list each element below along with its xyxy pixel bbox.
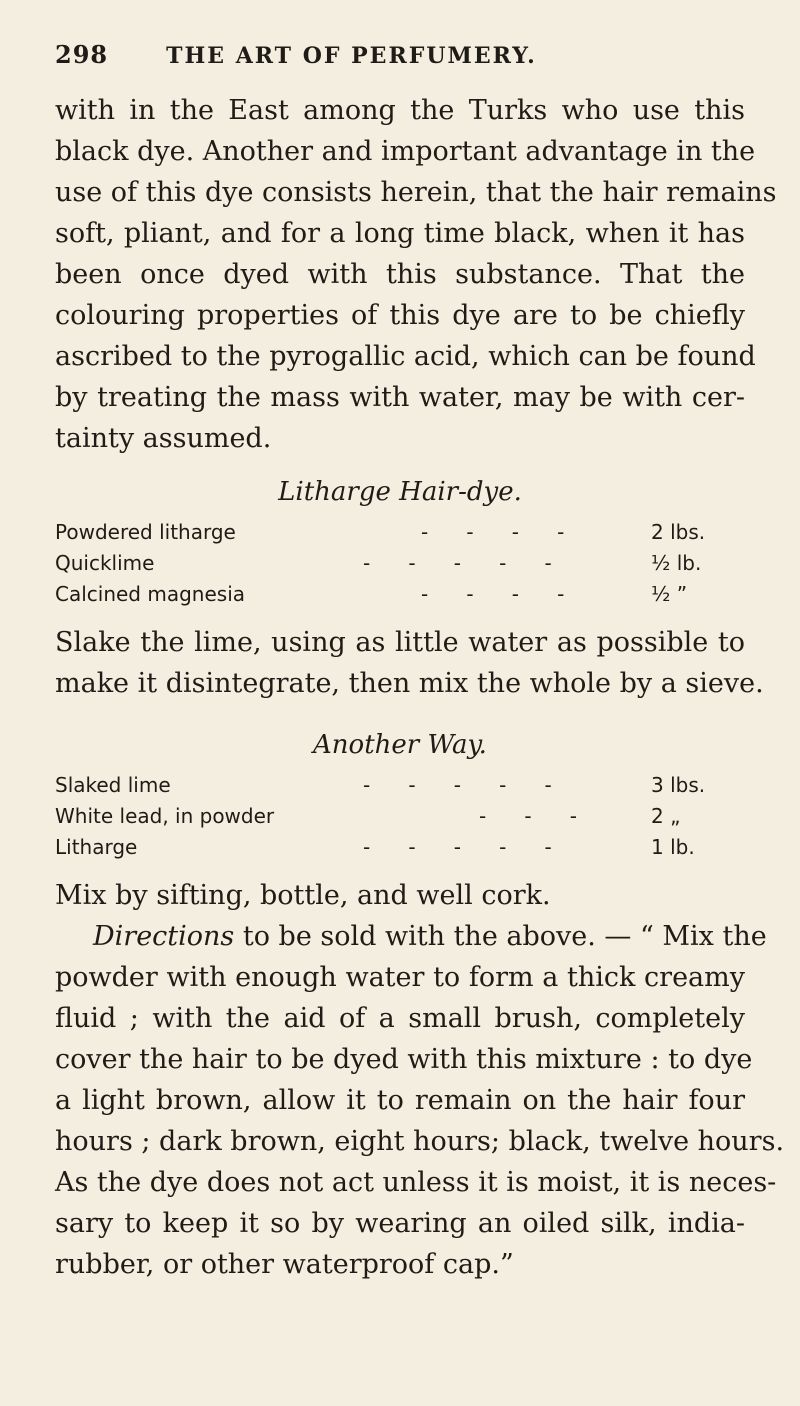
text-line: black dye. Another and important advantage in the xyxy=(55,136,756,167)
directions-line-rest: to be sold with the above. — “ Mix the xyxy=(234,921,767,952)
text-line: colouring properties of this dye are to be chiefly xyxy=(55,300,745,331)
text-line: fluid ; with the aid of a small brush, completely xyxy=(55,1003,745,1034)
text-line: been once dyed with this substance. That the xyxy=(55,259,745,290)
text-line: with in the East among the Turks who use this xyxy=(55,95,745,126)
ingredient-name: White lead, in powder xyxy=(55,804,275,828)
text-line: cover the hair to be dyed with this mixture : to dye xyxy=(55,1044,753,1075)
ingredient-quantity: ½ ” xyxy=(651,582,688,606)
leader-dashes: - - - - - xyxy=(363,551,552,575)
recipe-2-list xyxy=(55,770,745,863)
text-line: tainty assumed. xyxy=(55,423,272,454)
leader-dashes: - - - - xyxy=(421,520,565,544)
recipe-row xyxy=(55,579,745,610)
text-line: sary to keep it so by wearing an oiled silk, india- xyxy=(55,1208,745,1239)
leader-dashes: - - - - xyxy=(421,582,565,606)
book-page xyxy=(55,40,785,1285)
ingredient-quantity: 2 lbs. xyxy=(651,520,706,544)
ingredient-quantity: 2 „ xyxy=(651,804,681,828)
text-line: soft, pliant, and for a long time black, when it has xyxy=(55,218,745,249)
ingredient-name: Quicklime xyxy=(55,551,155,575)
paragraph-4 xyxy=(55,916,785,1285)
text-line: by treating the mass with water, may be with cer- xyxy=(55,382,745,413)
page-header xyxy=(55,40,745,90)
recipe-2-title: Another Way. xyxy=(313,730,487,760)
text-line: Mix by sifting, bottle, and well cork. xyxy=(55,880,551,911)
ingredient-name: Calcined magnesia xyxy=(55,582,246,606)
recipe-row xyxy=(55,548,745,579)
ingredient-quantity: ½ lb. xyxy=(651,551,702,575)
recipe-row xyxy=(55,770,745,801)
leader-dashes: - - - - - xyxy=(363,773,552,797)
recipe-1-list xyxy=(55,517,745,610)
text-line: a light brown, allow it to remain on the hair four xyxy=(55,1085,745,1116)
text-line: use of this dye consists herein, that the hair remains xyxy=(55,177,777,208)
leader-dashes: - - - xyxy=(479,804,577,828)
paragraph-1 xyxy=(55,90,777,459)
ingredient-quantity: 3 lbs. xyxy=(651,773,706,797)
text-line: As the dye does not act unless it is moist, it is neces- xyxy=(55,1167,777,1198)
text-line: powder with enough water to form a thick creamy xyxy=(55,962,745,993)
ingredient-name: Slaked lime xyxy=(55,773,171,797)
text-line: Slake the lime, using as little water as possible to xyxy=(55,627,745,658)
running-title: THE ART OF PERFUMERY. xyxy=(166,43,537,69)
ingredient-name: Litharge xyxy=(55,835,138,859)
ingredient-name: Powdered litharge xyxy=(55,520,236,544)
ingredient-quantity: 1 lb. xyxy=(651,835,695,859)
page-number: 298 xyxy=(55,40,109,69)
text-line: hours ; dark brown, eight hours; black, twelve hours. xyxy=(55,1126,785,1157)
text-line: rubber, or other waterproof cap.” xyxy=(55,1249,514,1280)
recipe-1-title: Litharge Hair-dye. xyxy=(278,477,522,507)
text-line xyxy=(55,916,767,957)
recipe-row xyxy=(55,832,745,863)
recipe-row xyxy=(55,801,745,832)
paragraph-3 xyxy=(55,875,745,916)
directions-label: Directions xyxy=(93,921,235,952)
paragraph-2 xyxy=(55,622,764,704)
leader-dashes: - - - - - xyxy=(363,835,552,859)
text-line: make it disintegrate, then mix the whole by a sieve. xyxy=(55,668,764,699)
text-line: ascribed to the pyrogallic acid, which can be found xyxy=(55,341,756,372)
recipe-row xyxy=(55,517,745,548)
